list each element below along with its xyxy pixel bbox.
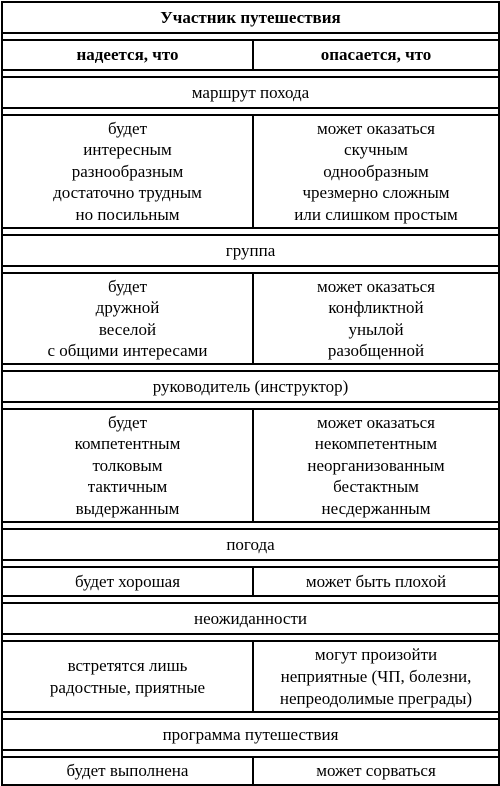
cell-line: может оказаться [317, 118, 435, 138]
divider [2, 402, 499, 409]
cell-line: непреодолимые преграды) [279, 688, 473, 708]
cell-line: радостные, приятные [49, 677, 206, 697]
section-heading-surprises: неожиданности [2, 603, 499, 634]
travel-participant-table [1, 1, 500, 786]
section-heading-program: программа путешествия [2, 719, 499, 750]
section-heading-route: маршрут похода [2, 77, 499, 108]
cell-line: некомпетентным [314, 434, 438, 454]
divider [2, 108, 499, 115]
cell-line: разобщенной [327, 341, 425, 360]
cell-line: с общими интересами [47, 341, 208, 360]
cell-line: компетентным [74, 434, 181, 454]
divider [2, 596, 499, 603]
fears-cell-program: может сорваться [253, 757, 499, 785]
fears-cell-weather: может быть плохой [253, 567, 499, 596]
cell-line: несдержанным [321, 498, 431, 518]
fears-cell-group [253, 273, 499, 364]
section-heading-leader: руководитель (инструктор) [2, 371, 499, 402]
cell-line: унылой [348, 319, 404, 339]
cell-line: веселой [98, 319, 157, 339]
hopes-cell-route [2, 115, 253, 228]
cell-line: неорганизованным [307, 455, 445, 475]
fears-cell-route [253, 115, 499, 228]
cell-line: дружной [95, 298, 160, 317]
table-title: Участник путешествия [2, 2, 499, 33]
column-header-hopes: надеется, что [2, 40, 253, 70]
hopes-cell-weather: будет хорошая [2, 567, 253, 596]
divider [2, 33, 499, 40]
cell-line: будет [107, 276, 148, 296]
cell-line: может оказаться [317, 412, 435, 432]
divider [2, 228, 499, 235]
divider [2, 70, 499, 77]
divider [2, 266, 499, 273]
fears-cell-surprises [253, 641, 499, 712]
cell-line: будет [107, 412, 148, 432]
cell-line: неприятные (ЧП, болезни, [280, 666, 472, 686]
cell-line: тактичным [87, 477, 168, 497]
hopes-cell-program: будет выполнена [2, 757, 253, 785]
hopes-cell-surprises [2, 641, 253, 712]
cell-line: или слишком простым [294, 204, 458, 224]
hopes-cell-group [2, 273, 253, 364]
cell-line: интересным [83, 140, 172, 160]
divider [2, 560, 499, 567]
cell-line: чрезмерно сложным [302, 183, 450, 203]
divider [2, 750, 499, 757]
fears-cell-leader [253, 409, 499, 522]
divider [2, 522, 499, 529]
cell-line: может оказаться [317, 276, 435, 296]
cell-line: разнообразным [71, 161, 184, 181]
section-heading-group: группа [2, 235, 499, 266]
divider [2, 364, 499, 371]
divider [2, 712, 499, 719]
cell-line: однообразным [323, 161, 429, 181]
hopes-cell-leader [2, 409, 253, 522]
cell-line: будет [107, 118, 148, 138]
cell-line: выдержанным [75, 498, 180, 518]
section-heading-weather: погода [2, 529, 499, 560]
cell-line: но посильным [75, 204, 180, 224]
cell-line: встретятся лишь [67, 655, 188, 675]
cell-line: достаточно трудным [53, 183, 202, 203]
cell-line: скучным [344, 140, 408, 160]
divider [2, 634, 499, 641]
cell-line: могут произойти [314, 644, 438, 664]
cell-line: толковым [92, 455, 163, 475]
cell-line: конфликтной [328, 298, 424, 317]
cell-line: бестактным [333, 477, 419, 497]
column-header-fears: опасается, что [253, 40, 499, 70]
